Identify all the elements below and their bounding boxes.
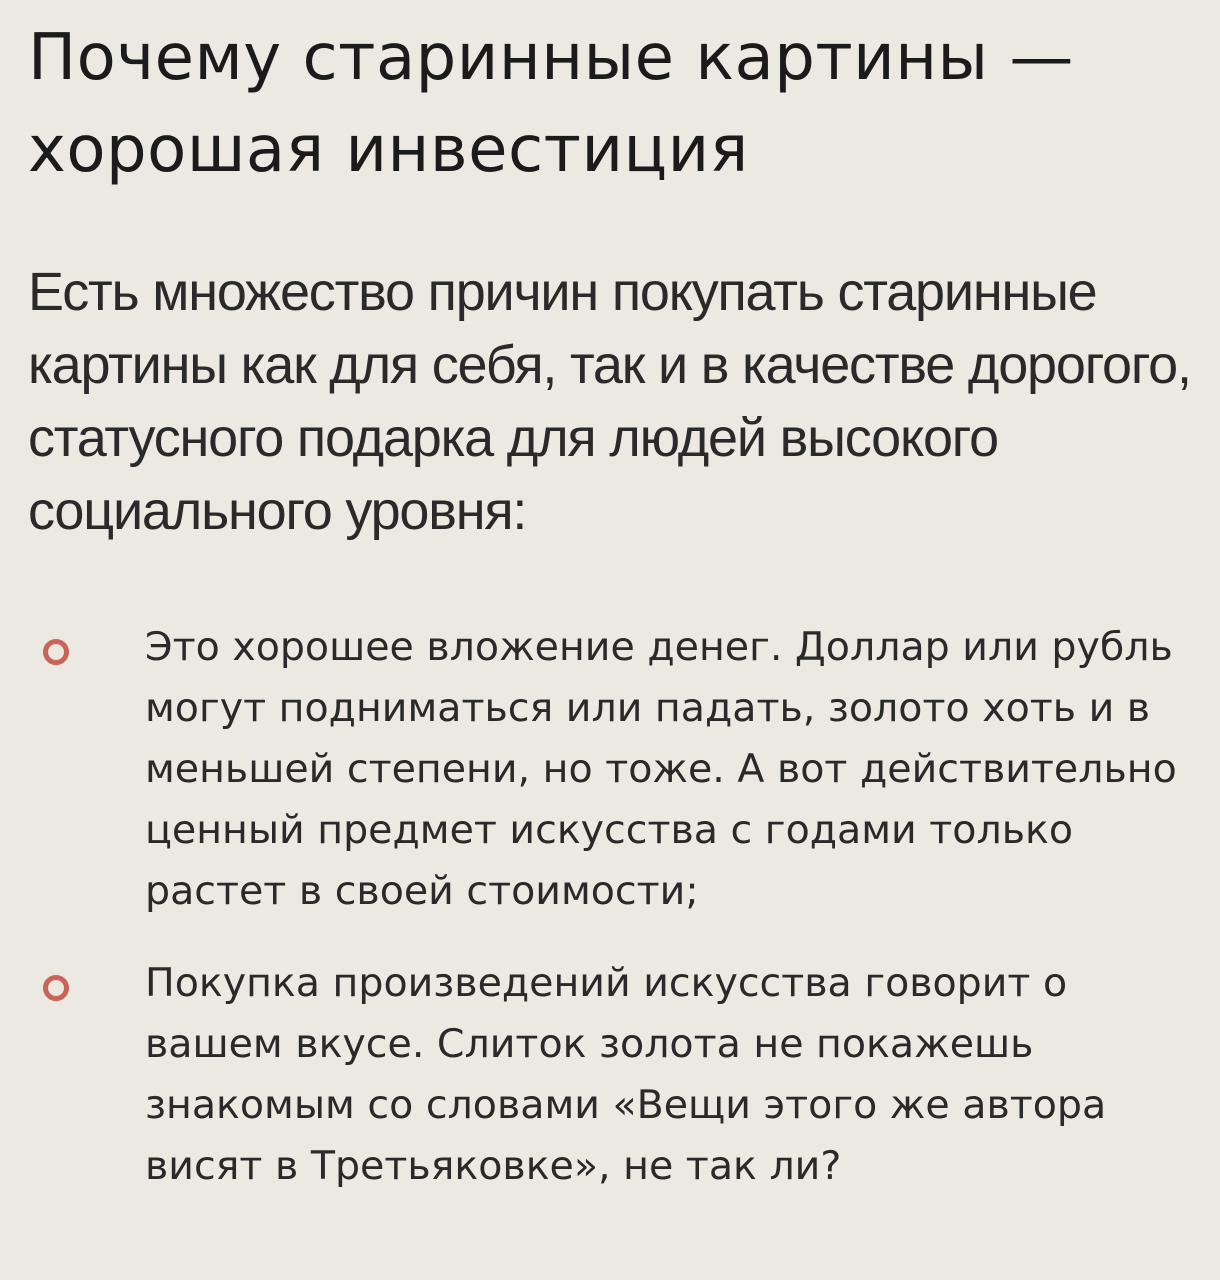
list-item xyxy=(0,953,1220,1197)
list-item-text: Это хорошее вложение денег. Доллар или рубль могут подниматься или падать, золото хоть и в меньшей степени, но тоже. А вот действительно ценный предмет искусства с годами только растет в своей стоимости; xyxy=(145,624,1177,914)
article-title: Почему старинные картины — хорошая инвестиция xyxy=(28,21,1074,187)
list-item xyxy=(0,617,1220,922)
circle-bullet-icon xyxy=(43,975,69,1001)
intro-paragraph: Есть множество причин покупать старинные картины как для себя, так и в качестве дорогого, статусного подарка для людей высокого социального уровня: xyxy=(28,262,1191,541)
circle-bullet-icon xyxy=(43,639,69,665)
list-item-text: Покупка произведений искусства говорит о вашем вкусе. Слиток золота не покажешь знакомым со словами «Вещи этого же автора висят в Третьяковке», не так ли? xyxy=(145,960,1107,1189)
reasons-list xyxy=(0,617,1220,1228)
